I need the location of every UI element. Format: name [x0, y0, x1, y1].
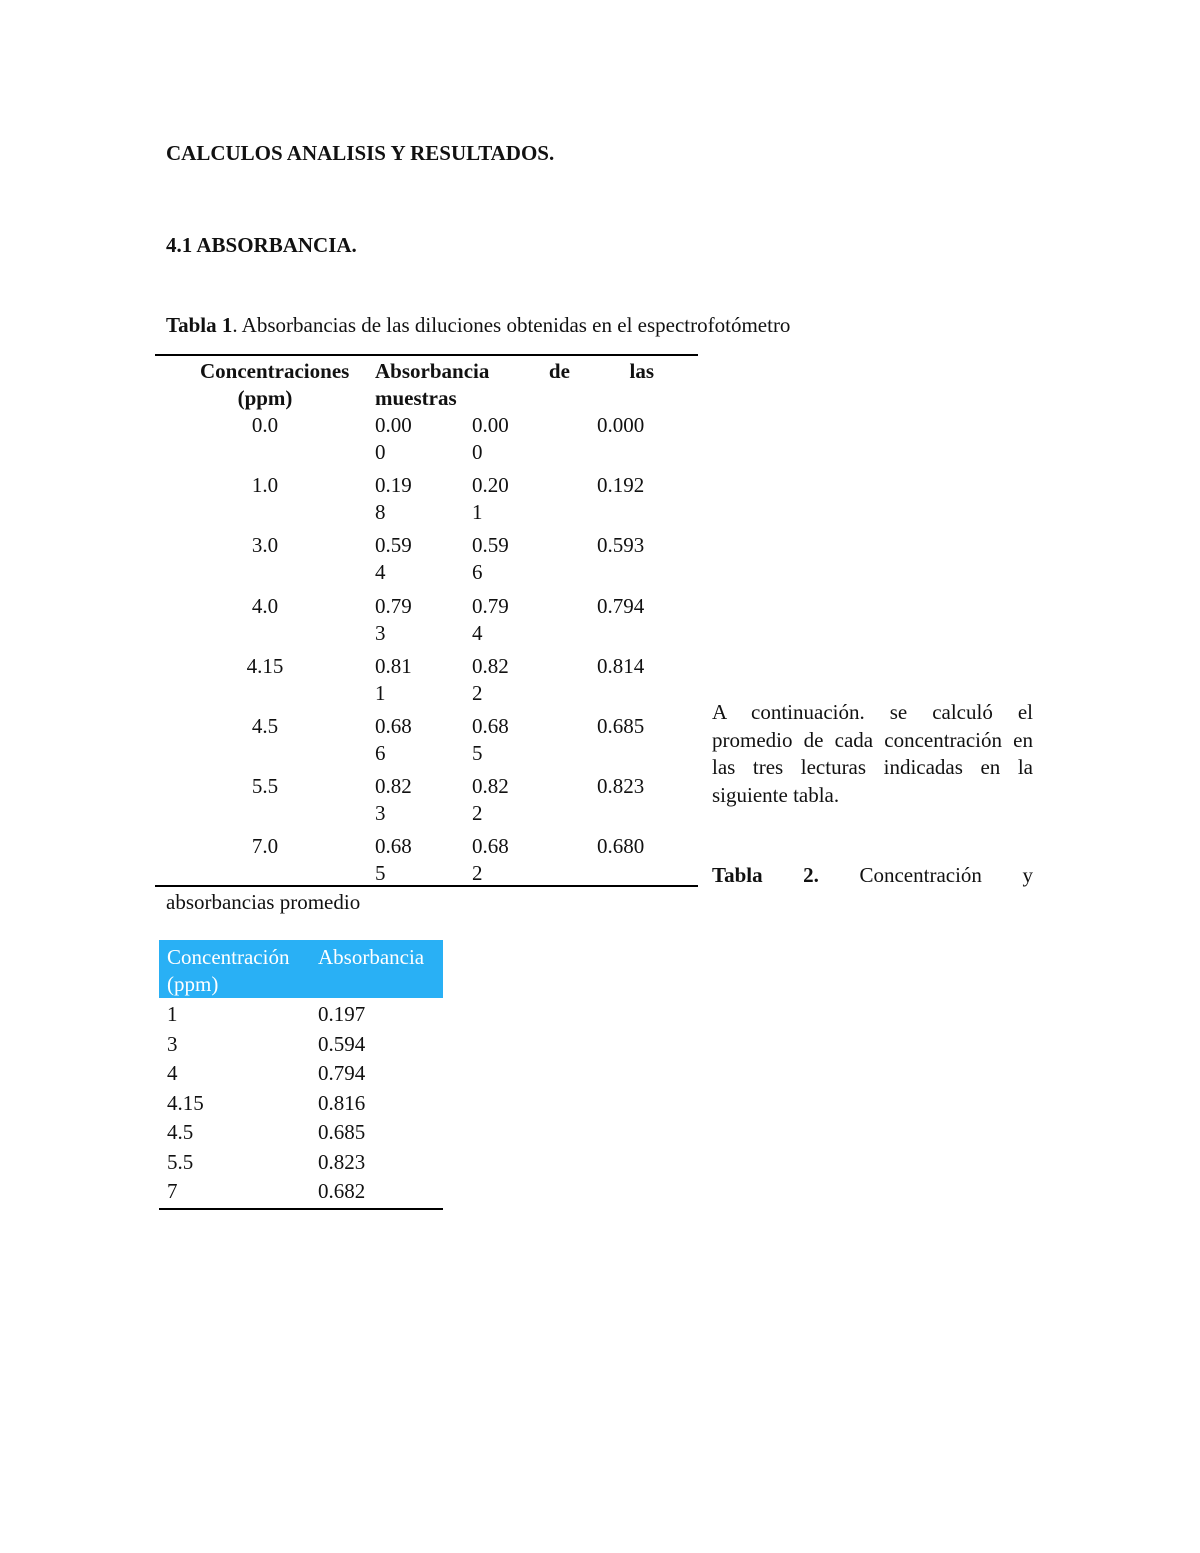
table1-top-rule: [155, 354, 698, 356]
table2-bottom-rule: [159, 1208, 443, 1210]
table2-cell-absorbance: 0.197: [318, 1002, 366, 1026]
table1-cell-reading-1: 0.000: [375, 413, 412, 464]
table1-cell-reading-3: 0.814: [597, 653, 645, 678]
table1-cell-reading-3: 0.000: [597, 413, 645, 437]
table1-cell-reading-1: 0.811: [375, 653, 412, 705]
table1-cell-concentration: 5.5: [251, 774, 279, 799]
table1-cell-reading-1: 0.685: [375, 834, 412, 886]
table2-cell-concentration: 7: [167, 1179, 178, 1203]
table1-cell-concentration: 3.0: [251, 533, 279, 558]
table1-cell-reading-2: 0.822: [472, 774, 509, 826]
table2-caption-continued: absorbancias promedio: [166, 890, 361, 914]
table2-cell-concentration: 1: [167, 1002, 178, 1026]
table1-cell-reading-1: 0.686: [375, 714, 412, 765]
table1-cell-concentration: 7.0: [251, 834, 279, 859]
table2-row: [159, 1059, 443, 1089]
table2-row: [159, 1177, 443, 1207]
table1-caption: [166, 312, 790, 339]
table1-cell-reading-3: 0.192: [597, 473, 645, 498]
table2-row: [159, 1000, 443, 1030]
table2-cell-absorbance: 0.823: [318, 1149, 366, 1174]
table1-cell-reading-3: 0.593: [597, 533, 645, 558]
table2-cell-absorbance: 0.816: [318, 1090, 366, 1115]
table1-cell-reading-1: 0.198: [375, 473, 412, 525]
table2-row: [159, 1148, 443, 1178]
table1-cell-reading-3: 0.794: [597, 593, 645, 618]
header-line: muestras: [375, 386, 457, 410]
header-word: de: [548, 359, 570, 383]
caption-word: Concentración: [859, 863, 982, 887]
table2-header: [159, 940, 443, 998]
table1-cell-reading-2: 0.794: [472, 593, 509, 645]
table1-cell-reading-3: 0.685: [597, 714, 645, 738]
paragraph: A continuación. se calculó el promedio de cada concentración en las tres lecturas indicadas en la siguiente tabla.: [712, 700, 1033, 807]
table2-caption: [712, 862, 1033, 889]
table1-cell-reading-1: 0.594: [375, 533, 412, 585]
table2-header-absorbance: Absorbancia: [318, 945, 425, 969]
table1-header-concentration: [200, 358, 350, 412]
table1-cell-reading-1: 0.793: [375, 593, 412, 645]
header-word: las: [629, 359, 654, 383]
table1-header-absorbance: [375, 358, 654, 412]
table2-cell-concentration: 5.5: [167, 1149, 194, 1174]
table1-cell-reading-3: 0.680: [597, 834, 645, 859]
table1-cell-concentration: 4.5: [251, 714, 279, 738]
table2-cell-absorbance: 0.794: [318, 1061, 366, 1085]
caption-word: Tabla: [712, 863, 763, 887]
table2-row: [159, 1030, 443, 1060]
table1-cell-reading-2: 0.201: [472, 473, 509, 525]
header-word: Absorbancia: [375, 359, 490, 383]
document-title: CALCULOS ANALISIS Y RESULTADOS.: [166, 141, 555, 165]
table1-cell-reading-2: 0.822: [472, 653, 509, 705]
table1-cell-reading-2: 0.682: [472, 834, 509, 886]
table2-row: [159, 1089, 443, 1119]
table1-cell-concentration: 4.15: [246, 653, 284, 678]
table1-cell-concentration: 4.0: [251, 593, 279, 618]
caption-word: 2.: [803, 863, 819, 887]
table1-cell-reading-2: 0.685: [472, 714, 509, 765]
header-line: Concentraciones: [200, 359, 350, 383]
table2-cell-concentration: 4: [167, 1061, 178, 1085]
table1-cell-concentration: 0.0: [251, 413, 279, 437]
table1-caption-label: Tabla 1: [166, 313, 233, 337]
table1-cell-reading-1: 0.823: [375, 774, 412, 826]
table2-cell-concentration: 4.5: [167, 1120, 194, 1144]
table2-cell-concentration: 3: [167, 1031, 178, 1056]
table1-cell-reading-2: 0.000: [472, 413, 509, 464]
table2-cell-absorbance: 0.682: [318, 1179, 366, 1203]
table1-caption-text: . Absorbancias de las diluciones obtenidas en el espectrofotómetro: [232, 313, 791, 337]
table2-cell-absorbance: 0.594: [318, 1031, 366, 1056]
table1-cell-reading-2: 0.596: [472, 533, 509, 585]
header-line: (ppm): [237, 386, 293, 410]
table2-row: [159, 1118, 443, 1148]
table1-cell-reading-3: 0.823: [597, 774, 645, 799]
table2-header-concentration: Concentración (ppm): [167, 945, 290, 996]
table1-bottom-rule: [155, 885, 698, 887]
caption-word: y: [1022, 863, 1033, 887]
table2-cell-concentration: 4.15: [167, 1090, 204, 1115]
table2-cell-absorbance: 0.685: [318, 1120, 366, 1144]
section-heading: 4.1 ABSORBANCIA.: [166, 233, 357, 257]
table1-cell-concentration: 1.0: [251, 473, 279, 498]
table2: [159, 940, 443, 1210]
